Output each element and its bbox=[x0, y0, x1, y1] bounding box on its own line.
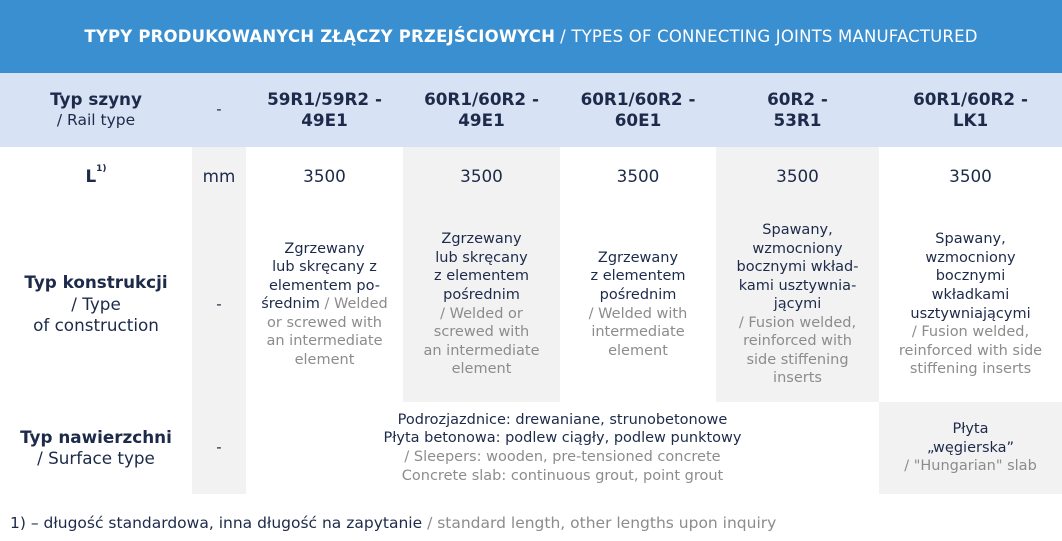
length-value-2: 3500 bbox=[460, 166, 503, 187]
construction-col-2 bbox=[403, 207, 560, 402]
construction-col-4-pl: Spawany, bbox=[762, 222, 833, 239]
length-value-1: 3500 bbox=[303, 166, 346, 187]
table-title-pl: TYPY PRODUKOWANYCH ZŁĄCZY PRZEJŚCIOWYCH bbox=[84, 27, 556, 46]
rail-type-col-3-line2: 60E1 bbox=[614, 110, 662, 130]
construction-col-2-en: element bbox=[451, 361, 512, 378]
surface-label-cell bbox=[0, 402, 192, 494]
surface-special-pl: Płyta bbox=[952, 421, 989, 438]
surface-special-en: / "Hungarian" slab bbox=[904, 458, 1037, 475]
footnote-en: / standard length, other lengths upon inquiry bbox=[427, 514, 777, 532]
construction-col-2-pl: z elementem bbox=[433, 268, 530, 285]
construction-col-4-en: side stiffening bbox=[746, 351, 849, 368]
construction-col-1-pl: lub skręcany z bbox=[272, 259, 377, 276]
surface-common-pl: Podrozjazdnice: drewaniane, strunobetonowe bbox=[397, 411, 728, 428]
construction-col-4-pl: bocznymi wkład- bbox=[736, 259, 859, 276]
rail-type-col-2-line1: 60R1/60R2 - bbox=[424, 88, 539, 109]
length-label: L bbox=[85, 166, 97, 187]
rail-type-label-cell bbox=[0, 73, 192, 147]
construction-col-4-en: reinforced with bbox=[743, 333, 852, 350]
rail-type-col-5-line1: 60R1/60R2 - bbox=[913, 88, 1028, 109]
construction-col-1-en: an intermediate bbox=[266, 333, 383, 350]
rail-type-col-1-line1: 59R1/59R2 - bbox=[267, 88, 382, 109]
rail-type-label-pl: Typ szyny bbox=[50, 89, 142, 110]
construction-col-5-pl: wzmocniony bbox=[925, 249, 1016, 266]
construction-col-4-en: / Fusion welded, bbox=[738, 314, 857, 331]
construction-col-4 bbox=[716, 207, 879, 402]
construction-col-4-pl: wzmocniony bbox=[752, 240, 843, 257]
rail-type-col-5 bbox=[879, 73, 1062, 147]
table-title-en: / TYPES OF CONNECTING JOINTS MANUFACTURED bbox=[560, 27, 978, 46]
construction-col-3 bbox=[560, 207, 716, 402]
length-label-cell bbox=[0, 147, 192, 207]
construction-unit: - bbox=[216, 294, 222, 313]
construction-col-2-pl: lub skręcany bbox=[435, 249, 528, 266]
rail-type-col-3-line1: 60R1/60R2 - bbox=[580, 88, 696, 109]
construction-col-5-pl: bocznymi bbox=[935, 268, 1006, 285]
rail-type-col-2 bbox=[403, 73, 560, 147]
construction-col-1 bbox=[246, 207, 403, 402]
construction-label-en-1: / Type bbox=[71, 293, 121, 314]
construction-col-1-pl: elementem po- bbox=[268, 277, 381, 294]
construction-col-1-pl: Zgrzewany bbox=[284, 240, 365, 257]
construction-col-3-pl: pośrednim bbox=[599, 286, 677, 303]
length-value-5: 3500 bbox=[949, 166, 992, 187]
surface-common-en: Concrete slab: continuous grout, point grout bbox=[401, 467, 724, 484]
construction-col-5 bbox=[879, 207, 1062, 402]
construction-col-2-pl: pośrednim bbox=[443, 286, 520, 303]
surface-common-pl: Płyta betonowa: podlew ciągły, podlew punktowy bbox=[383, 430, 742, 447]
construction-col-5-pl: wkładkami bbox=[931, 286, 1010, 303]
surface-label-pl: Typ nawierzchni bbox=[20, 426, 172, 447]
construction-col-2-pl: Zgrzewany bbox=[441, 231, 522, 248]
construction-label-pl: Typ konstrukcji bbox=[24, 272, 168, 293]
construction-col-2-en: screwed with bbox=[433, 324, 530, 341]
construction-col-3-pl: Zgrzewany bbox=[597, 249, 679, 266]
construction-col-5-en: stiffening inserts bbox=[909, 361, 1032, 378]
rail-type-col-4 bbox=[716, 73, 879, 147]
table-header bbox=[0, 0, 1062, 73]
rail-type-col-5-line2: LK1 bbox=[952, 110, 989, 130]
construction-col-5-en: reinforced with side bbox=[898, 342, 1043, 359]
rail-type-col-4-line1: 60R2 - bbox=[767, 88, 828, 109]
surface-common-en: / Sleepers: wooden, pre-tensioned concrete bbox=[404, 449, 721, 465]
construction-label-cell bbox=[0, 207, 192, 402]
construction-col-5-en: / Fusion welded, bbox=[911, 324, 1030, 341]
construction-col-3-pl: z elementem bbox=[590, 268, 686, 285]
construction-label-en-2: of construction bbox=[33, 315, 159, 336]
length-value-4: 3500 bbox=[776, 166, 819, 187]
length-unit: mm bbox=[202, 166, 236, 187]
surface-special-pl: „węgierska” bbox=[926, 439, 1015, 456]
rail-type-label-en: / Rail type bbox=[56, 110, 136, 129]
construction-col-2-en: / Welded or bbox=[440, 305, 523, 322]
surface-common bbox=[246, 402, 879, 494]
rail-type-col-2-line2: 49E1 bbox=[458, 110, 505, 130]
length-value-3: 3500 bbox=[616, 166, 660, 187]
rail-type-col-1 bbox=[246, 73, 403, 147]
construction-col-3-en: intermediate bbox=[591, 324, 685, 341]
footnote-pl: 1) – długość standardowa, inna długość na zapytanie bbox=[10, 514, 423, 532]
construction-col-5-pl: usztywniającymi bbox=[910, 305, 1031, 322]
construction-col-4-pl: jącymi bbox=[773, 296, 822, 313]
construction-col-4-pl: kami usztywnia- bbox=[738, 277, 857, 294]
rail-type-unit: - bbox=[216, 100, 222, 119]
construction-col-1-pl: średnim bbox=[261, 296, 320, 313]
construction-col-3-en: element bbox=[608, 342, 668, 359]
construction-col-1-en: or screwed with bbox=[267, 314, 382, 331]
construction-col-2-en: an intermediate bbox=[423, 342, 540, 359]
surface-unit: - bbox=[216, 438, 222, 457]
construction-col-3-en: / Welded with bbox=[588, 305, 688, 322]
surface-label-en: / Surface type bbox=[37, 448, 155, 468]
length-footnote-mark: 1) bbox=[96, 164, 107, 175]
rail-type-col-1-line2: 49E1 bbox=[301, 110, 348, 130]
construction-col-1-en: element bbox=[294, 351, 355, 368]
construction-col-4-en: inserts bbox=[773, 370, 822, 387]
footnote bbox=[10, 514, 776, 532]
rail-type-col-3 bbox=[560, 73, 716, 147]
surface-special bbox=[879, 402, 1062, 494]
construction-col-1-en: / Welded bbox=[319, 296, 388, 313]
construction-col-5-pl: Spawany, bbox=[935, 231, 1006, 248]
rail-type-col-4-line2: 53R1 bbox=[773, 110, 822, 130]
